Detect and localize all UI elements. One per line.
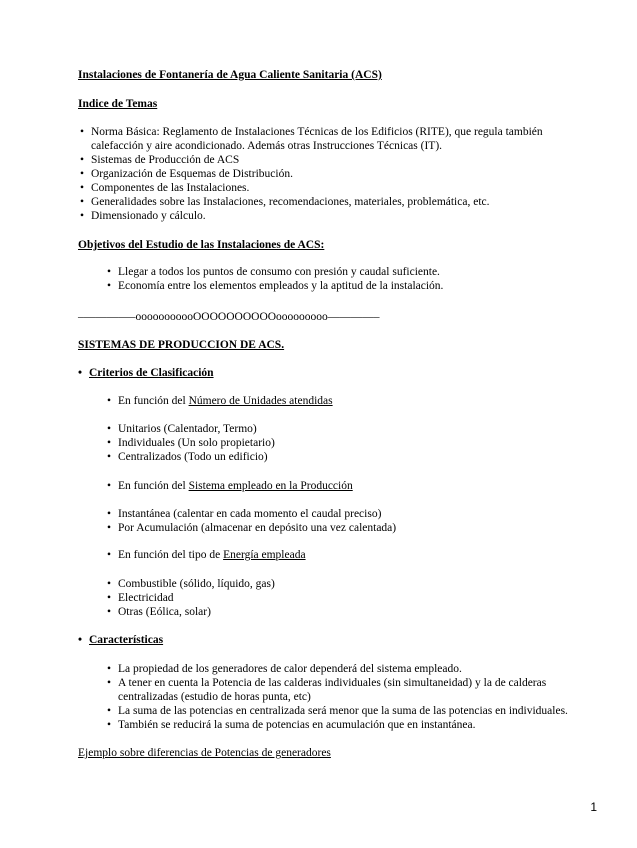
- criteria-item: • Electricidad: [107, 591, 275, 605]
- index-heading: Indice de Temas: [78, 98, 158, 110]
- criteria-item: • Individuales (Un solo propietario): [107, 436, 275, 450]
- criteria-group-items: [107, 507, 396, 535]
- characteristics-item: • También se reducirá la suma de potencias en acumulación que en instantánea.: [107, 718, 582, 732]
- criteria-group-prefix: En función del: [118, 480, 189, 492]
- index-item: • Sistemas de Producción de ACS: [80, 153, 570, 167]
- objectives-item: • Economía entre los elementos empleados y la aptitud de la instalación.: [107, 279, 443, 293]
- separator-line: ––––––––—ooooooooooOOOOOOOOOOooooooooo–––––––––: [78, 311, 380, 323]
- criteria-item: • Instantánea (calentar en cada momento el caudal preciso): [107, 507, 396, 521]
- criteria-item: • Centralizados (Todo un edificio): [107, 450, 275, 464]
- criteria-group-title: [107, 548, 306, 562]
- criteria-group-prefix: En función del: [118, 395, 189, 407]
- characteristics-list: [107, 662, 582, 732]
- criteria-group-items: [107, 577, 275, 619]
- index-list: [80, 125, 570, 223]
- characteristics-heading: [78, 633, 163, 647]
- index-item: • Generalidades sobre las Instalaciones, recomendaciones, materiales, problemática, etc.: [80, 195, 570, 209]
- criteria-item: • Combustible (sólido, líquido, gas): [107, 577, 275, 591]
- objectives-list: [107, 265, 443, 293]
- characteristics-item: • La suma de las potencias en centralizada será menor que la suma de las potencias en individuales.: [107, 704, 582, 718]
- document-title: Instalaciones de Fontanería de Agua Caliente Sanitaria (ACS): [78, 69, 382, 81]
- section-heading: SISTEMAS DE PRODUCCION DE ACS.: [78, 339, 285, 351]
- characteristics-item: • La propiedad de los generadores de calor dependerá del sistema empleado.: [107, 662, 582, 676]
- index-item: • Dimensionado y cálculo.: [80, 209, 570, 223]
- characteristics-heading-text: Características: [89, 634, 164, 646]
- characteristics-item: • A tener en cuenta la Potencia de las calderas individuales (sin simultaneidad) y la de calderas centralizadas (estudio de horas punta, etc): [107, 676, 582, 704]
- page-number: 1: [590, 800, 597, 814]
- example-heading: Ejemplo sobre diferencias de Potencias de generadores: [78, 747, 331, 759]
- criteria-heading-text: Criterios de Clasificación: [89, 367, 214, 379]
- objectives-heading: Objetivos del Estudio de las Instalaciones de ACS:: [78, 239, 325, 251]
- criteria-group-term: Sistema empleado en la Producción: [188, 480, 353, 492]
- objectives-item: • Llegar a todos los puntos de consumo con presión y caudal suficiente.: [107, 265, 443, 279]
- criteria-group-prefix: En función del tipo de: [118, 549, 224, 561]
- criteria-group-term: Número de Unidades atendidas: [188, 395, 333, 407]
- criteria-group-title: [107, 394, 333, 408]
- index-item: • Componentes de las Instalaciones.: [80, 181, 570, 195]
- criteria-item: • Otras (Eólica, solar): [107, 605, 275, 619]
- index-item: • Norma Básica: Reglamento de Instalaciones Técnicas de los Edificios (RITE), que regula también calefacción y aire acondicionado. Además otras Instrucciones Técnicas (IT).: [80, 125, 570, 153]
- criteria-group-items: [107, 422, 275, 464]
- index-item: • Organización de Esquemas de Distribución.: [80, 167, 570, 181]
- criteria-group-title: [107, 479, 353, 493]
- criteria-item: • Unitarios (Calentador, Termo): [107, 422, 275, 436]
- criteria-item: • Por Acumulación (almacenar en depósito una vez calentada): [107, 521, 396, 535]
- criteria-group-term: Energía empleada: [223, 549, 306, 561]
- criteria-heading: [78, 366, 214, 380]
